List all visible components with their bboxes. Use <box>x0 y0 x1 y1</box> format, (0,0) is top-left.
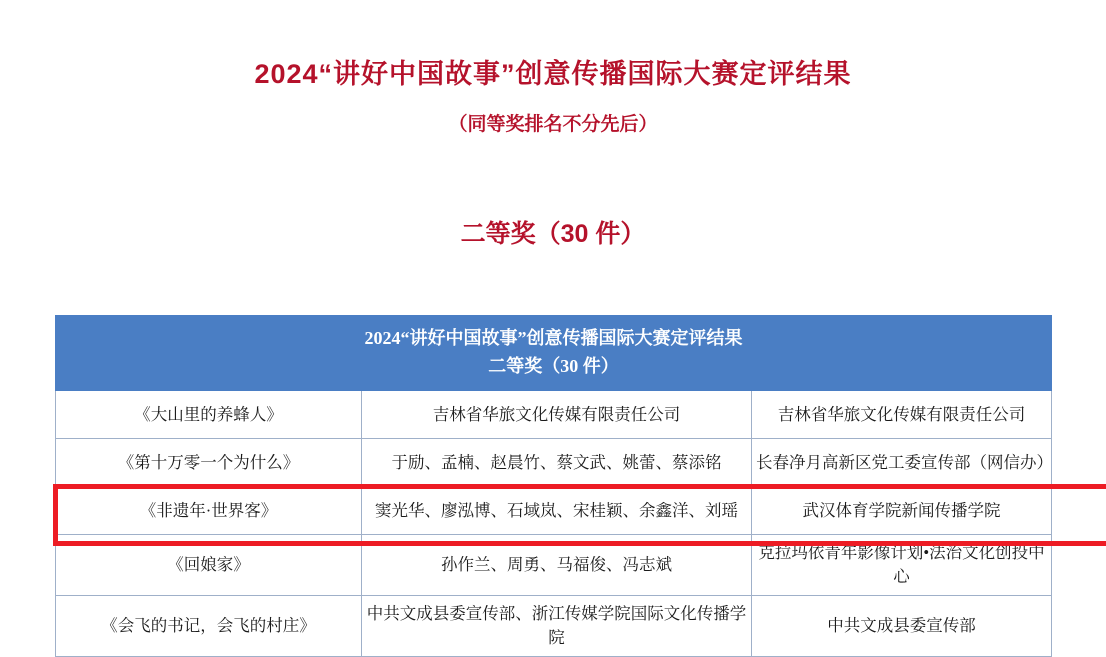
table-row <box>56 439 1052 487</box>
cell-work: 《会飞的书记，会飞的村庄》 <box>56 596 362 657</box>
cell-authors: 中共文成县委宣传部、浙江传媒学院国际文化传播学院 <box>362 596 752 657</box>
table-row <box>56 535 1052 596</box>
page-title: 2024“讲好中国故事”创意传播国际大赛定评结果 <box>254 59 852 89</box>
cell-organization: 克拉玛依青年影像计划•法治文化创投中心 <box>752 535 1052 596</box>
cell-organization: 武汉体育学院新闻传播学院 <box>752 487 1052 535</box>
cell-organization: 中共文成县委宣传部 <box>752 596 1052 657</box>
cell-work: 《大山里的养蜂人》 <box>56 391 362 439</box>
table-row <box>56 596 1052 657</box>
table-header-row <box>56 316 1052 391</box>
cell-organization: 吉林省华旅文化传媒有限责任公司 <box>752 391 1052 439</box>
cell-organization: 长春净月高新区党工委宣传部（网信办） <box>752 439 1052 487</box>
award-table-container <box>55 315 1051 657</box>
award-table <box>55 315 1052 657</box>
table-row <box>56 391 1052 439</box>
table-header-cell <box>56 316 1052 391</box>
page-subtitle: （同等奖排名不分先后） <box>448 114 658 135</box>
cell-authors: 窦光华、廖泓博、石域岚、宋桂颖、余鑫洋、刘瑶 <box>362 487 752 535</box>
cell-work: 《回娘家》 <box>56 535 362 596</box>
cell-work: 《非遗年·世界客》 <box>56 487 362 535</box>
table-header-line2: 二等奖（30 件） <box>488 356 619 377</box>
table-row-highlighted <box>56 487 1052 535</box>
cell-authors: 孙作兰、周勇、马福俊、冯志斌 <box>362 535 752 596</box>
cell-work: 《第十万零一个为什么》 <box>56 439 362 487</box>
document-page <box>0 52 1106 647</box>
table-header-line1: 2024“讲好中国故事”创意传播国际大赛定评结果 <box>364 328 743 348</box>
section-heading: 二等奖（30 件） <box>460 220 646 248</box>
cell-authors: 吉林省华旅文化传媒有限责任公司 <box>362 391 752 439</box>
cell-authors: 于励、孟楠、赵晨竹、蔡文武、姚蕾、蔡添铭 <box>362 439 752 487</box>
